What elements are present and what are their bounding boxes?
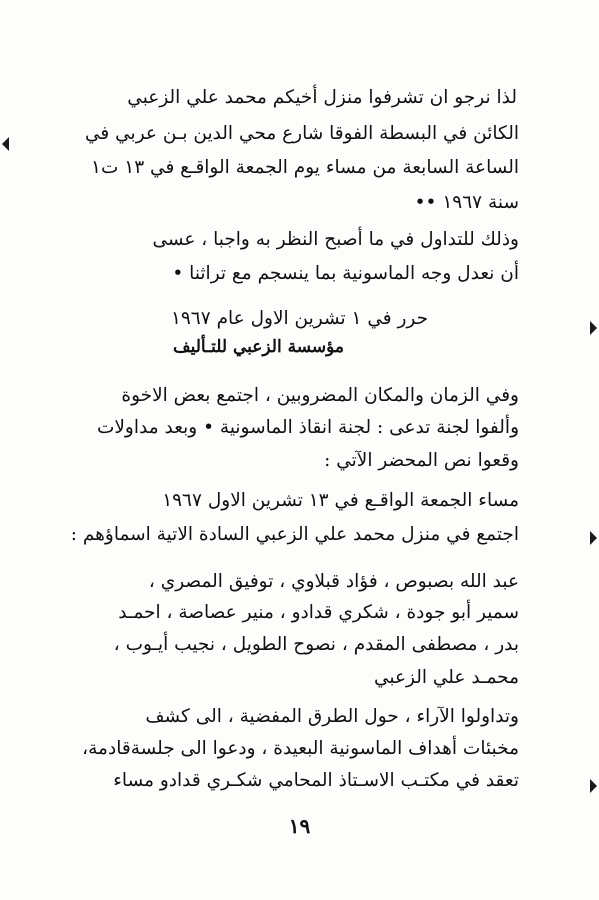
attendees-line-4: محمـد علي الزعبي: [373, 667, 519, 688]
signature-date: حرر في ١ تشرين الاول عام ١٩٦٧: [170, 308, 429, 329]
committee-line-2: وألفوا لجنة تدعى : لجنة انقاذ الماسونية • وبعد مداولات: [96, 417, 519, 438]
margin-mark-icon: [590, 779, 597, 793]
margin-mark-icon: [2, 137, 9, 151]
invitation-line-2: الكائن في البسطة الفوقا شارع محي الدين بـن عربي في: [84, 123, 519, 144]
institution-name: مؤسسة الزعبي للتـأليف: [173, 337, 344, 357]
invitation-line-1: لذا نرجو ان تشرفوا منزل أخيكم محمد علي الزعبي: [127, 87, 517, 108]
invitation-line-4: سنة ١٩٦٧ ••: [414, 192, 519, 213]
attendees-line-1: عبد الله بصبوص ، فؤاد قبلاوي ، توفيق المصري ،: [148, 571, 519, 592]
minutes-line-1: مساء الجمعة الواقـع في ١٣ تشرين الاول ١٩٦٧: [162, 490, 519, 511]
deliberation-line-2: أن نعدل وجه الماسونية بما ينسجم مع تراثنا •: [172, 263, 519, 284]
committee-line-3: وقعوا نص المحضر الآتي :: [324, 450, 519, 471]
outcome-line-2: مخبئات أهداف الماسونية البعيدة ، ودعوا الى جلسةقادمة،: [82, 738, 519, 759]
invitation-line-3: الساعة السابعة من مساء يوم الجمعة الواقـع في ١٣ ت١: [91, 157, 519, 178]
minutes-line-2: اجتمع في منزل محمد علي الزعبي السادة الاتية اسماؤهم :: [70, 524, 519, 545]
committee-line-1: وفي الزمان والمكان المضروبين ، اجتمع بعض الاخوة: [121, 385, 519, 406]
outcome-line-1: وتداولوا الآراء ، حول الطرق المفضية ، الى كشف: [145, 706, 519, 727]
margin-mark-icon: [590, 321, 597, 335]
attendees-line-3: بدر ، مصطفى المقدم ، نصوح الطويل ، نجيب أيـوب ،: [113, 634, 519, 655]
attendees-line-2: سمير أبو جودة ، شكري قدادو ، منير عصاصة ، احمـد: [118, 602, 519, 623]
outcome-line-3: تعقد في مكتـب الاسـتاذ المحامي شكـري قدادو مساء: [113, 770, 519, 791]
page-number: ١٩: [288, 814, 311, 838]
margin-mark-icon: [590, 531, 597, 545]
deliberation-line-1: وذلك للتداول في ما أصبح النظر به واجبا ، عسى: [152, 229, 519, 250]
